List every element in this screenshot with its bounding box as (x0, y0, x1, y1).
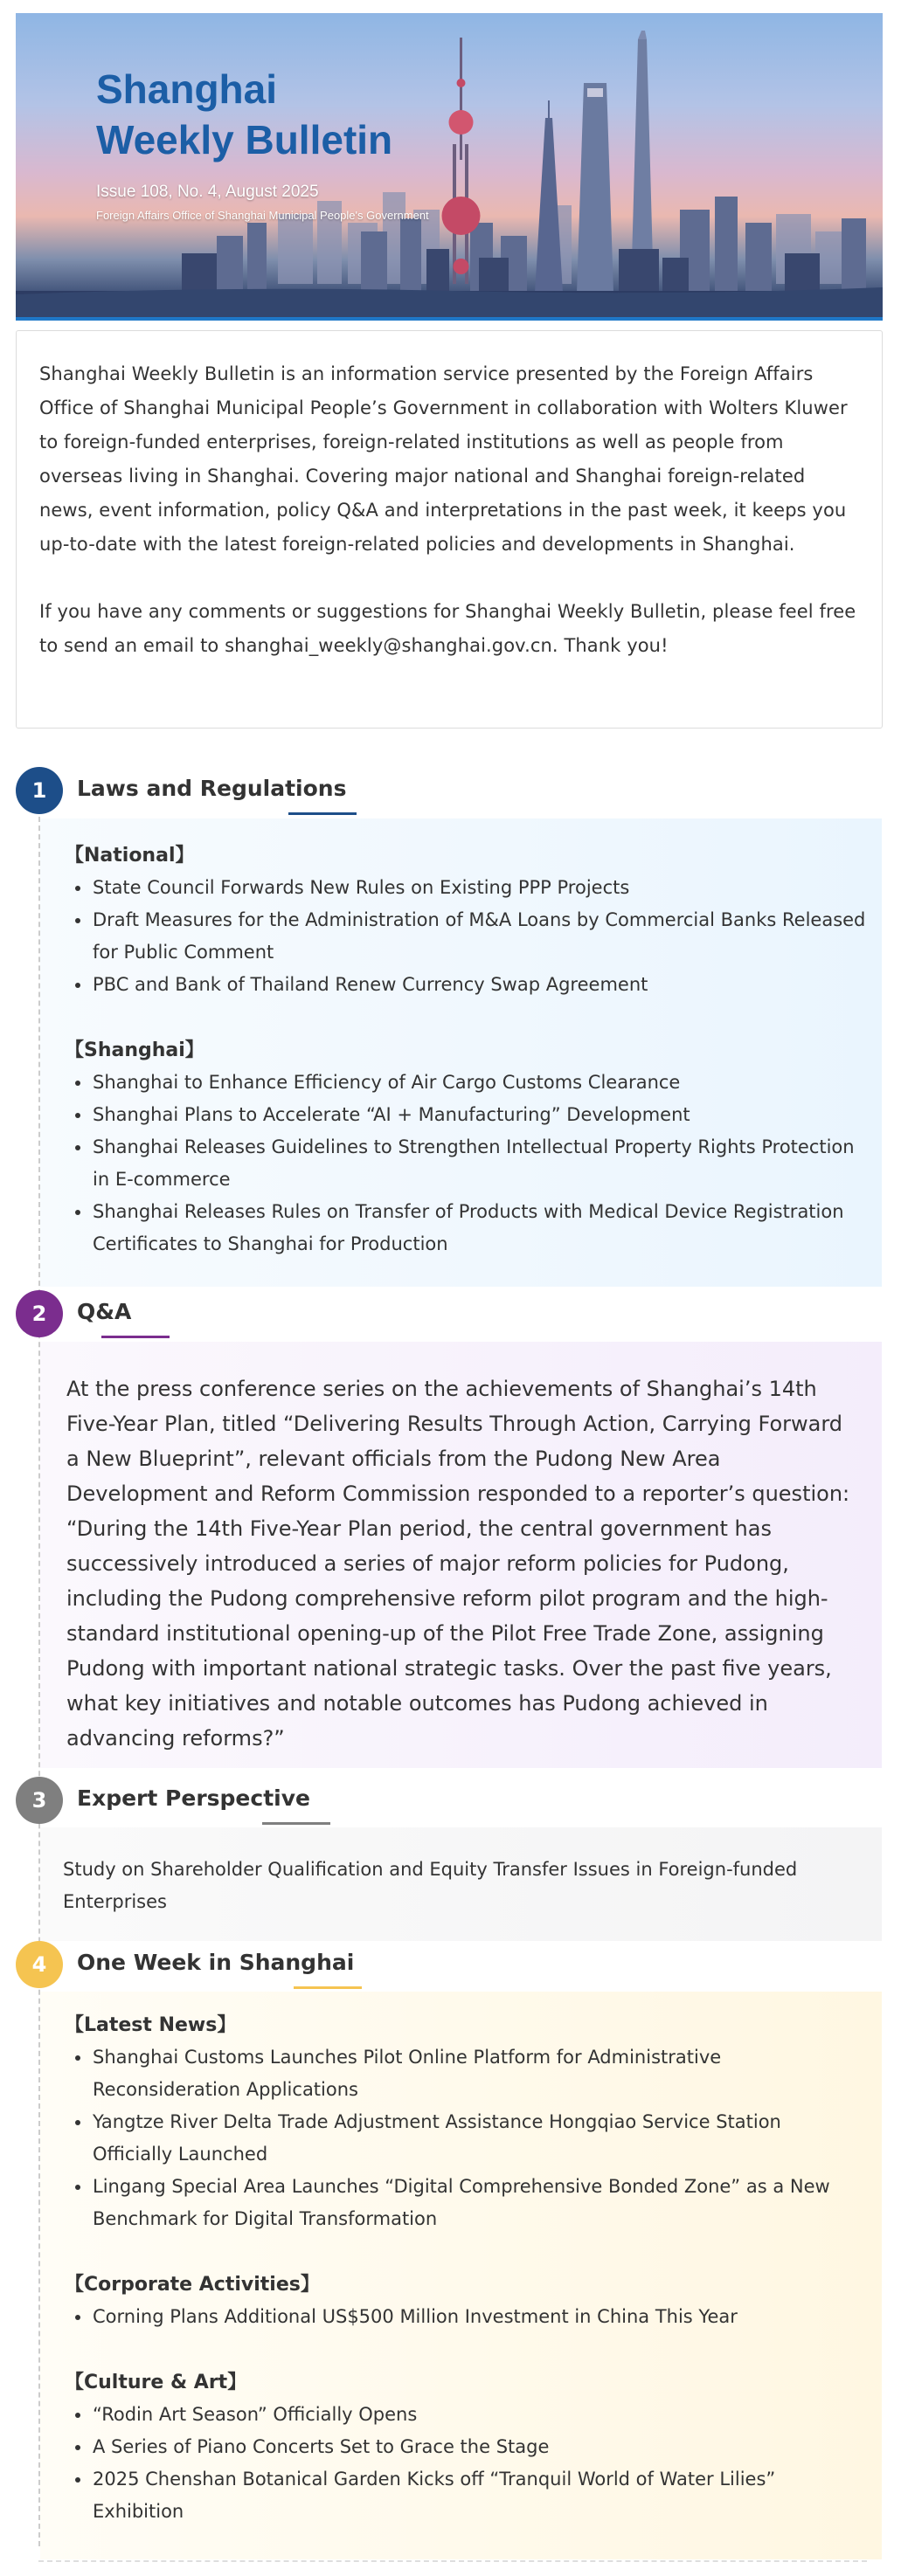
news-item[interactable]: Draft Measures for the Administration of M&A Loans by Commercial Banks Released for Public Comment (40, 904, 882, 969)
section-number-badge: 3 (16, 1777, 63, 1824)
banner-title-line1: Shanghai (96, 66, 278, 112)
bottom-divider (38, 2560, 867, 2562)
section-title: Q&A (77, 1299, 132, 1324)
news-item[interactable]: Shanghai Plans to Accelerate “AI + Manufacturing” Development (40, 1099, 882, 1131)
intro-contact-paragraph: If you have any comments or suggestions for Shanghai Weekly Bulletin, please feel free to send an email to shanghai_weekly@shanghai.gov.cn. Thank you! (39, 601, 856, 656)
national-list (40, 872, 882, 1001)
section-laws-panel (40, 818, 882, 1287)
category-corporate: 【Corporate Activities】 (65, 2274, 320, 2296)
title-underline (288, 812, 357, 815)
organization-label: Foreign Affairs Office of Shanghai Municipal People's Government (96, 209, 429, 222)
section-qa-panel (40, 1342, 882, 1768)
banner-bottom-bar (16, 317, 883, 321)
section-expert-panel (40, 1827, 882, 1941)
category-latest-news: 【Latest News】 (65, 2014, 237, 2036)
news-item[interactable]: Lingang Special Area Launches “Digital Comprehensive Bonded Zone” as a New Benchmark for Digital Transformation (40, 2171, 882, 2235)
section-number-badge: 1 (16, 767, 63, 814)
section-number-badge: 2 (16, 1290, 63, 1337)
news-item[interactable]: PBC and Bank of Thailand Renew Currency Swap Agreement (40, 969, 882, 1001)
category-culture: 【Culture & Art】 (65, 2372, 247, 2393)
news-item[interactable]: State Council Forwards New Rules on Existing PPP Projects (40, 872, 882, 904)
news-item[interactable]: “Rodin Art Season” Officially Opens (40, 2399, 882, 2431)
news-item[interactable]: 2025 Chenshan Botanical Garden Kicks off “Tranquil World of Water Lilies” Exhibition (40, 2463, 882, 2528)
title-underline (294, 1986, 362, 1989)
section-title: One Week in Shanghai (77, 1950, 355, 1975)
title-underline (101, 1336, 170, 1338)
qa-question-text[interactable]: At the press conference series on the achievements of Shanghai’s 14th Five-Year Plan, titled “Delivering Results Through Action, Carrying Forward a New Blueprint”, relevant officials from the Pudong New Area Development and Reform Commission responded to a reporter’s question: “During the 14th Five-Year Plan period, the central government has successively introduced a series of major reform policies for Pudong, including the Pudong comprehensive reform pilot program and the high-standard institutional opening-up of the Pilot Free Trade Zone, assigning Pudong with important national strategic tasks. Over the past five years, what key initiatives and notable outcomes has Pudong achieved in advancing reforms?” (66, 1377, 850, 1751)
category-shanghai: 【Shanghai】 (65, 1039, 204, 1061)
section-title: Laws and Regulations (77, 776, 347, 801)
expert-article-link[interactable]: Study on Shareholder Qualification and Equity Transfer Issues in Foreign-funded Enterprises (63, 1859, 798, 1912)
title-underline (262, 1822, 330, 1825)
news-item[interactable]: Yangtze River Delta Trade Adjustment Assistance Hongqiao Service Station Officially Launched (40, 2106, 882, 2171)
news-item[interactable]: Shanghai Releases Guidelines to Strengthen Intellectual Property Rights Protection in E-commerce (40, 1131, 882, 1196)
intro-box (16, 330, 883, 729)
culture-list (40, 2399, 882, 2528)
issue-label: Issue 108, No. 4, August 2025 (96, 183, 319, 201)
news-item[interactable]: A Series of Piano Concerts Set to Grace the Stage (40, 2431, 882, 2463)
section-week-panel (40, 1992, 882, 2559)
category-national: 【National】 (65, 845, 195, 867)
shanghai-skyline-image (16, 13, 883, 321)
section-title: Expert Perspective (77, 1785, 310, 1811)
news-item[interactable]: Shanghai to Enhance Efficiency of Air Cargo Customs Clearance (40, 1067, 882, 1099)
header-banner (16, 13, 883, 321)
banner-title-line2: Weekly Bulletin (96, 117, 393, 162)
latest-news-list (40, 2041, 882, 2235)
corporate-list (40, 2301, 882, 2333)
shanghai-list (40, 1067, 882, 1260)
news-item[interactable]: Shanghai Releases Rules on Transfer of Products with Medical Device Registration Certificates to Shanghai for Production (40, 1196, 882, 1260)
banner-title (96, 64, 392, 165)
news-item[interactable]: Corning Plans Additional US$500 Million Investment in China This Year (40, 2301, 882, 2333)
news-item[interactable]: Shanghai Customs Launches Pilot Online Platform for Administrative Reconsideration Applications (40, 2041, 882, 2106)
intro-paragraph: Shanghai Weekly Bulletin is an information service presented by the Foreign Affairs Office of Shanghai Municipal People’s Government in collaboration with Wolters Kluwer to foreign-funded enterprises, foreign-related institutions as well as people from overseas living in Shanghai. Covering major national and Shanghai foreign-related news, event information, policy Q&A and interpretations in the past week, it keeps you up-to-date with the latest foreign-related policies and developments in Shanghai. (39, 363, 848, 555)
section-number-badge: 4 (16, 1941, 63, 1988)
